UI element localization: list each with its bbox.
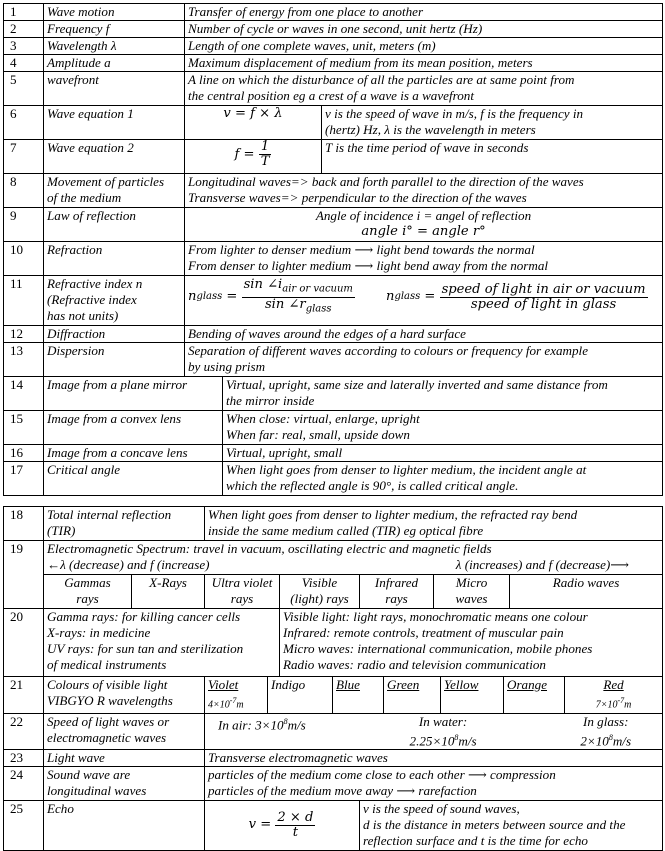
visible-colours — [205, 677, 663, 714]
table-row — [4, 411, 663, 445]
colour-yellow: Yellow — [441, 677, 504, 713]
row-number: 18 — [4, 507, 44, 541]
speed-in-glass: In glass: $2\times 10^8m/s$ — [580, 714, 632, 749]
row-number: 9 — [4, 208, 44, 242]
fraction: $\frac{2 \times d}{t}$ — [277, 809, 314, 840]
table-row — [4, 72, 663, 106]
row-definition: Transverse electromagnetic waves — [205, 750, 663, 767]
row-term: Total internal reflection (TIR) — [44, 507, 205, 541]
row-term: Wave motion — [44, 4, 185, 21]
row-definition: v is the speed of sound waves, d is the distance in meters between source and the reflection surface and t is the time for echo — [360, 801, 663, 851]
em-bands-row — [4, 575, 663, 609]
em-uses-left: Gamma rays: for killing cancer cells X-rays: in medicine UV rays: for sun tan and sterilization of medical instruments — [44, 609, 280, 677]
row-number: 3 — [4, 38, 44, 55]
colour-orange: Orange — [504, 677, 565, 713]
table-row — [4, 507, 663, 541]
fraction: $\frac{1}{T}$ — [260, 139, 270, 169]
table-row — [4, 462, 663, 496]
row-term: Image from a concave lens — [44, 445, 223, 462]
row-term: Movement of particles of the medium — [44, 174, 185, 208]
row-definition: Bending of waves around the edges of a hard surface — [185, 326, 663, 343]
table-row — [4, 55, 663, 72]
row-term: Wave equation 1 — [44, 106, 185, 140]
table-row — [4, 343, 663, 377]
row-definition: When light goes from denser to lighter medium, the refracted ray bend inside the same medium called (TIR) eg optical fibre — [205, 507, 663, 541]
row-term: Sound wave are longitudinal waves — [44, 767, 205, 801]
table-row — [4, 445, 663, 462]
row-number: 22 — [4, 714, 44, 750]
row-term: Speed of light waves or electromagnetic waves — [44, 714, 205, 750]
table-row — [4, 750, 663, 767]
table-row — [4, 140, 663, 174]
table-row — [4, 609, 663, 677]
wavelength-increase-arrow: λ (increases) and f (decrease)⟶ — [455, 557, 630, 572]
em-band-gamma: Gammas rays — [44, 575, 132, 609]
em-band-xray: X-Rays — [132, 575, 205, 609]
row-number: 24 — [4, 767, 44, 801]
row-term: Image from a plane mirror — [44, 377, 223, 411]
echo-equation: v = $\frac{2 \times d}{t}$ — [205, 801, 360, 851]
row-definition: When light goes from denser to lighter medium, the incident angle at which the reflected angle is 90°, is called critical angle. — [223, 462, 663, 496]
row-number: 4 — [4, 55, 44, 72]
row-number: 8 — [4, 174, 44, 208]
table-row — [4, 208, 663, 242]
colour-violet: Violet $4\times 10^{-7}m$ — [205, 677, 268, 713]
row-number: 11 — [4, 276, 44, 326]
em-band-infrared: Infrared rays — [360, 575, 434, 609]
table-row — [4, 21, 663, 38]
em-spectrum-header: Electromagnetic Spectrum: travel in vacuum, oscillating electric and magnetic fields ←λ (decrease) and f (increase) λ (increases) and f (decrease)⟶ — [44, 541, 663, 575]
table-row — [4, 326, 663, 343]
row-number: 12 — [4, 326, 44, 343]
row-term: Light wave — [44, 750, 205, 767]
table-row — [4, 377, 663, 411]
row-definition: Separation of different waves according to colours or frequency for example by using prism — [185, 343, 663, 377]
fraction: $\frac{\sin \angle i_{air or vacuum}}{\sin \angle r_{glass}}$ — [243, 276, 353, 315]
row-term: Wavelength λ — [44, 38, 185, 55]
speed-in-water: In water: $2.25\times 10^8m/s$ — [409, 714, 477, 749]
row-number: 2 — [4, 21, 44, 38]
row-definition: A line on which the disturbance of all the particles are at same point from the central position eg a crest of a wave is a wavefront — [185, 72, 663, 106]
wavelength-decrease-arrow: ←λ (decrease) and f (increase) — [47, 557, 210, 572]
table-row — [4, 106, 663, 140]
speed-of-light-values — [205, 714, 663, 750]
row-number: 19 — [4, 541, 44, 609]
row-term: wavefront — [44, 72, 185, 106]
row-definition: From lighter to denser medium ⟶ light bend towards the normal From denser to lighter medium ⟶ light bend away from the normal — [185, 242, 663, 276]
waves-table-part-1 — [3, 3, 663, 496]
row-number: 13 — [4, 343, 44, 377]
table-row — [4, 38, 663, 55]
row-term: Refractive index n (Refractive index has not units) — [44, 276, 185, 326]
colour-indigo: Indigo — [268, 677, 333, 713]
waves-table-part-2 — [3, 506, 663, 851]
row-number: 23 — [4, 750, 44, 767]
row-number: 20 — [4, 609, 44, 677]
row-term: Dispersion — [44, 343, 185, 377]
row-definition: Virtual, upright, same size and laterally inverted and same distance from the mirror inside — [223, 377, 663, 411]
row-definition: v is the speed of wave in m/s, f is the frequency in (hertz) Hz, λ is the wavelength in meters — [322, 106, 663, 140]
formula-sine-ratio: n glass = $\frac{\sin \angle i_{air or vacuum}}{\sin \angle r_{glass}}$ — [188, 276, 353, 315]
table-row — [4, 714, 663, 750]
row-term: Echo — [44, 801, 205, 851]
row-definition: Transfer of energy from one place to another — [185, 4, 663, 21]
colour-blue: Blue — [333, 677, 384, 713]
table-row — [4, 242, 663, 276]
em-band-ultraviolet: Ultra violet rays — [205, 575, 280, 609]
table-row — [4, 767, 663, 801]
row-number: 25 — [4, 801, 44, 851]
colour-red: Red $7\times 10^{-7}m$ — [595, 677, 632, 711]
wave-equation-1: v = f × λ — [185, 106, 322, 140]
table-row — [4, 801, 663, 851]
row-number: 17 — [4, 462, 44, 496]
em-band-microwave: Micro waves — [434, 575, 510, 609]
row-definition: Maximum displacement of medium from its mean position, meters — [185, 55, 663, 72]
table-row — [4, 276, 663, 326]
row-number: 15 — [4, 411, 44, 445]
table-row — [4, 541, 663, 575]
formula-speed-ratio: n glass = $\frac{\text{speed of light in air or vacuum}}{\text{speed of light in glass}}$ — [386, 281, 646, 312]
row-number: 7 — [4, 140, 44, 174]
speed-in-air: In air: $3\times 10^8m/s$ — [218, 717, 306, 733]
row-number: 5 — [4, 72, 44, 106]
row-definition: Virtual, upright, small — [223, 445, 663, 462]
row-term: Wave equation 2 — [44, 140, 185, 174]
row-definition: Length of one complete waves, unit, meters (m) — [185, 38, 663, 55]
em-band-visible: Visible (light) rays — [280, 575, 360, 609]
row-term: Law of reflection — [44, 208, 185, 242]
table-row — [4, 677, 663, 714]
row-definition: Longitudinal waves=> back and forth parallel to the direction of the waves Transverse waves=> perpendicular to the direction of the waves — [185, 174, 663, 208]
row-number: 14 — [4, 377, 44, 411]
row-definition: When close: virtual, enlarge, upright When far: real, small, upside down — [223, 411, 663, 445]
em-band-radio: Radio waves — [510, 575, 663, 609]
row-term: Critical angle — [44, 462, 223, 496]
table-row — [4, 4, 663, 21]
row-number: 21 — [4, 677, 44, 714]
colour-green: Green — [384, 677, 441, 713]
wave-equation-2: f = $\frac{1}{T}$ — [185, 140, 322, 174]
refractive-index-formulas — [185, 276, 663, 326]
row-term: Colours of visible light VIBGYO R wavelengths — [44, 677, 205, 714]
row-term: Refraction — [44, 242, 185, 276]
row-term: Diffraction — [44, 326, 185, 343]
row-definition: particles of the medium come close to each other ⟶ compression particles of the medium move away ⟶ rarefaction — [205, 767, 663, 801]
row-term: Frequency f — [44, 21, 185, 38]
row-term: Amplitude a — [44, 55, 185, 72]
table-row — [4, 174, 663, 208]
row-term: Image from a convex lens — [44, 411, 223, 445]
row-number: 6 — [4, 106, 44, 140]
row-definition: T is the time period of wave in seconds — [322, 140, 663, 174]
row-number: 1 — [4, 4, 44, 21]
row-number: 10 — [4, 242, 44, 276]
row-definition: Angle of incidence i = angel of reflection angle i° = angle r° — [185, 208, 663, 242]
row-definition: Number of cycle or waves in one second, unit hertz (Hz) — [185, 21, 663, 38]
row-number: 16 — [4, 445, 44, 462]
fraction: $\frac{\text{speed of light in air or vacuum}}{\text{speed of light in glass}}$ — [441, 281, 646, 312]
em-uses-right: Visible light: light rays, monochromatic means one colour Infrared: remote controls, treatment of muscular pain Micro waves: international communication, mobile phones Radio waves: radio and television communication — [280, 609, 663, 677]
